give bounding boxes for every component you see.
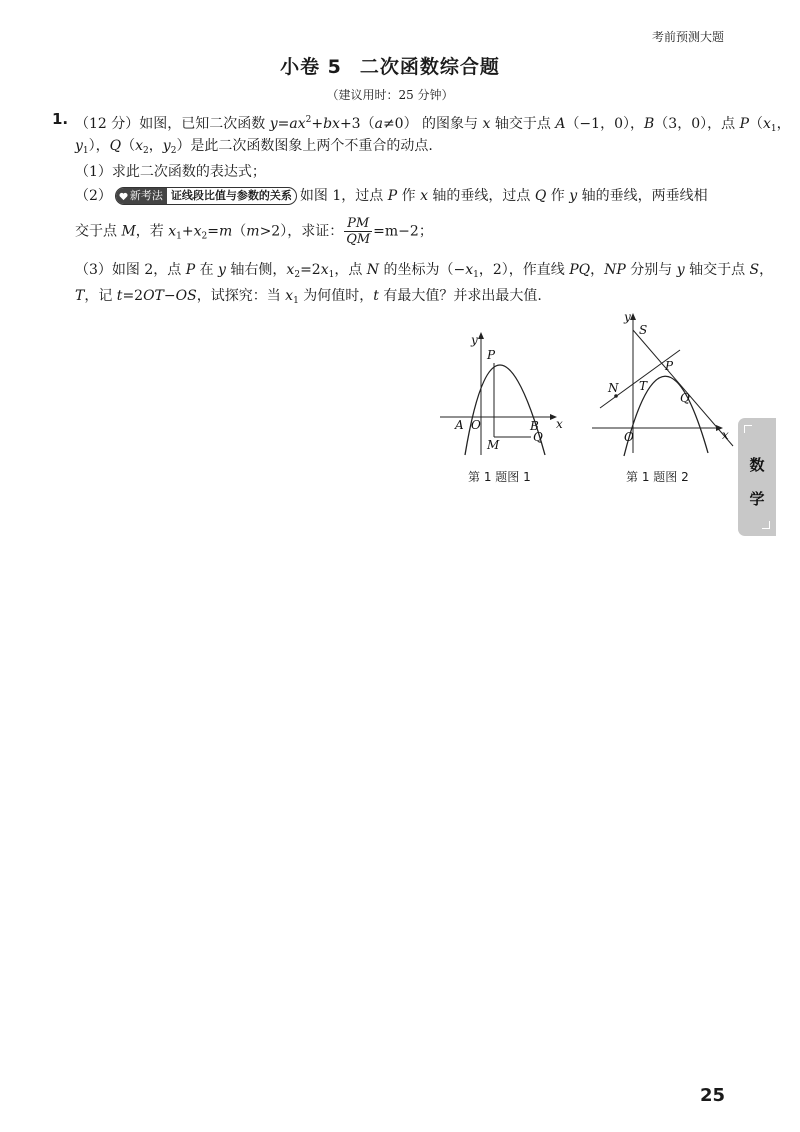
question-number: 1. [52, 110, 69, 128]
question-line-1: （12 分）如图，已知二次函数 $y=ax^2+bx+3(a\ne 0)$ 的图象与 x 轴交于点 A（−1，0），B（3，0），点 $P(x_1$， [75, 115, 791, 134]
fig1-label-P: P [487, 348, 496, 362]
fig2-label-Q: Q [680, 391, 690, 405]
figure-2-caption: 第 1 题图 2 [626, 470, 689, 484]
page-title [0, 52, 780, 79]
fig1-label-O: O [471, 418, 481, 432]
title-part1: 小卷 5 [280, 56, 342, 78]
fig2-label-N: N [608, 381, 619, 395]
side-tab-char-2: 学 [749, 490, 765, 508]
fig1-label-x: x [556, 417, 563, 431]
part-1: （1）求此二次函数的表达式； [75, 164, 266, 180]
subject-side-tab [738, 418, 776, 536]
new-method-tag: 新考法 证线段比值与参数的关系 [115, 187, 297, 205]
fig1-label-y: y [471, 333, 478, 347]
fig2-label-x: x [722, 428, 729, 442]
fig2-label-T: T [639, 379, 648, 393]
heart-check-icon [119, 192, 128, 201]
fig1-label-Q: Q [533, 430, 543, 444]
fig2-label-y: y [624, 310, 631, 324]
part-2-line-1: （2） 新考法 证线段比值与参数的关系 如图 1，过点 P 作 x 轴的垂线，过点 Q 作 y 轴的垂线，两垂线相 [75, 188, 708, 204]
question-line-2: $y_1$），$Q(x_2$，$y_2$）是此二次函数图象上两个不重合的动点. [75, 138, 433, 156]
figure-1 [435, 325, 575, 460]
fig2-label-O: O [624, 430, 634, 444]
page-number: 25 [700, 1085, 726, 1106]
figure-1-caption: 第 1 题图 1 [468, 470, 531, 484]
suggested-time: （建议用时：25 分钟） [326, 88, 454, 102]
part-3-line-2: T，记 t=2OT−OS，试探究：当 $x_1$ 为何值时，t 有最大值？并求出最大值. [75, 288, 542, 306]
side-tab-char-1: 数 [749, 456, 765, 474]
section-header: 考前预测大题 [651, 30, 724, 44]
part-2-line-2: 交于点 M，若 $x_1+x_2=m(m>2)$，求证： $\frac{PM}{QM}$ =m−2； [75, 216, 433, 247]
fig2-label-S: S [639, 323, 648, 337]
fig1-label-B: B [530, 419, 539, 433]
fig1-label-A: A [455, 418, 464, 432]
fig2-label-P: P [665, 359, 674, 373]
fig1-label-M: M [487, 438, 500, 452]
figure-2 [588, 308, 738, 458]
title-part2: 二次函数综合题 [359, 56, 500, 78]
ratio-fraction: $\frac{PM}{QM}$ [346, 216, 371, 247]
part-3-line-1: （3）如图 2，点 P 在 y 轴右侧，$x_2=2x_1$，点 N 的坐标为（$-x_1$，2），作直线 PQ，NP 分别与 y 轴交于点 S， [75, 262, 774, 280]
